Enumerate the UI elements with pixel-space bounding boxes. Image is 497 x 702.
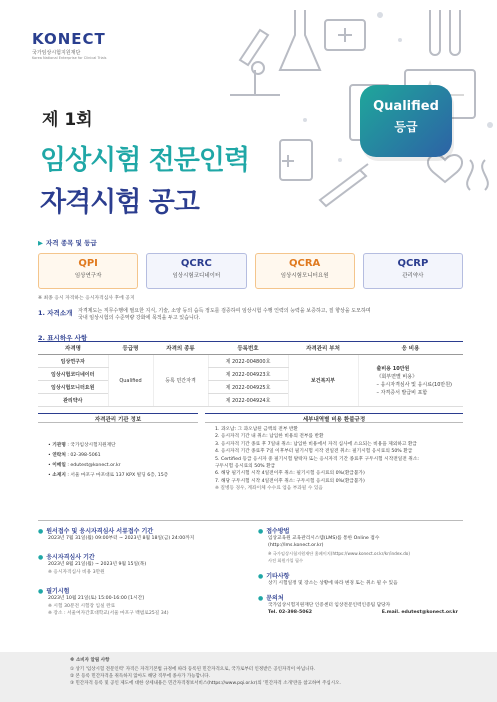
consumer-notice bbox=[0, 652, 497, 702]
microscope-icon bbox=[230, 30, 280, 95]
dot-icon: ● bbox=[38, 528, 44, 535]
org-mail[interactable]: edutest@konect.or.kr bbox=[70, 463, 121, 468]
intro-text-2: 국내 임상시험의 수준역량 강화에 목적을 두고 있습니다. bbox=[78, 315, 201, 321]
notice-body bbox=[70, 666, 490, 688]
dot-icon: ● bbox=[38, 554, 44, 562]
notice-line2: ② 본 등록 민간자격을 취득하지 않아도 해당 직무에 종사가 가능합니다. bbox=[70, 674, 211, 680]
flask-icon bbox=[280, 10, 320, 70]
contact-title bbox=[258, 593, 463, 602]
etc-label: 기타사항 bbox=[266, 572, 290, 580]
grade-code: QCRA bbox=[288, 258, 321, 269]
schedule-1-label: 원서접수 및 응시자격심사 서류접수 기간 bbox=[46, 528, 154, 535]
ministry-cell: 보건복지부 bbox=[288, 355, 358, 407]
fee-cell bbox=[358, 355, 463, 407]
schedule-1-title bbox=[38, 526, 248, 535]
col-header-ministry: 자격관리 부처 bbox=[288, 342, 358, 355]
table-row bbox=[38, 355, 463, 368]
refund-item: 7. 해당 구두시험 시작 4일전이후 취소: 구두시험 응시료의 0%(환급불가) bbox=[215, 478, 365, 484]
grade-card bbox=[255, 253, 355, 289]
dot-icon: ● bbox=[38, 588, 44, 596]
intro-heading: 1. 자격소개 bbox=[38, 309, 73, 317]
apply-method-label: 접수방법 bbox=[266, 528, 290, 535]
org-info-heading: 자격관리 기관 정보 bbox=[38, 413, 198, 423]
schedule-2-label: 응시자격심사 기간 bbox=[46, 554, 95, 562]
org-addr-label: 소재지 bbox=[52, 473, 66, 478]
grade-name: 임상연구자 bbox=[74, 273, 102, 279]
grade-card bbox=[363, 253, 463, 289]
test-tubes-icon bbox=[430, 10, 460, 55]
org-mail-row[interactable]: • 이메일 : edutest@konect.or.kr bbox=[48, 463, 121, 468]
grade-code: QPI bbox=[78, 258, 98, 269]
badge-line1: Qualified bbox=[373, 99, 439, 114]
edition-label: 제 1회 bbox=[42, 110, 93, 130]
col-header-name: 자격명 bbox=[38, 342, 108, 355]
schedule-right bbox=[258, 526, 463, 617]
schedule-2-text: 2023년 8월 21일(월) ~ 2023년 9월 15일(목) bbox=[48, 562, 147, 568]
grades-section-label: 자격 종목 및 등급 bbox=[46, 239, 97, 247]
contact-label: 문의처 bbox=[266, 595, 284, 603]
org-tel-label: 연락처 bbox=[52, 453, 66, 458]
schedule-3-note1: ※ 시험 30분전 시험장 입실 완료 bbox=[48, 603, 116, 609]
syringe-icon bbox=[320, 164, 368, 206]
apply-method-note1: ※ 국가임상시험지원재단 홈페이지(https://www.konect.or.kr/kr/index.do) bbox=[268, 550, 410, 556]
contact-row bbox=[258, 609, 463, 616]
refund-policy bbox=[205, 413, 463, 493]
grades-section-title bbox=[38, 238, 97, 247]
apply-method-link[interactable]: (http://lms.konect.or.kr) bbox=[268, 543, 324, 549]
col-header-grade: 등급명 bbox=[108, 342, 153, 355]
page-title-line2: 자격시험 공고 bbox=[40, 187, 199, 218]
schedule-2-note: ※ 응시자격심사 비용 3만원 bbox=[48, 569, 105, 575]
etc-title bbox=[258, 571, 463, 580]
kind-cell: 등록 민간자격 bbox=[153, 355, 208, 407]
notice-line3: ③ 민간자격 등록 및 공인 제도에 대한 상세내용은 민간자격정보서비스(https://www.pqi.or.kr)의 '민간자격 소개'란을 참고하여 주십시오. bbox=[70, 681, 341, 687]
intro-text-1: 자격제도는 직무수행에 필요한 지식, 기술, 소양 등의 습득 정도를 검증하여 임상시험 수행 인력의 능력을 보증하고, 질 향상을 도모하며 bbox=[78, 308, 371, 314]
fee-title: 출비용 10만원 bbox=[376, 365, 410, 372]
etc-text: 상기 시험일정 및 장소는 상황에 따라 변경 또는 취소 될 수 있음 bbox=[268, 580, 398, 586]
grades-note: ※ 최종 응시 자격하는 응시자격심사 후에 공지 bbox=[38, 296, 135, 301]
contact-tel: Tel. 02-398-5062 bbox=[268, 610, 313, 616]
schedule-3-text: 2023년 10월 21일(토) 15:00-16:00 [1시간] bbox=[48, 596, 144, 602]
refund-list bbox=[205, 423, 463, 493]
refund-item: 5. Certified 등급 응시자 중 필기시험 탈락자 또는 응시자격 기간 종료후 구두시험 시작전일전 취소: bbox=[215, 456, 419, 462]
schedule-3-label: 필기시험 bbox=[46, 588, 70, 596]
logo-wordmark: KONECT bbox=[32, 30, 106, 48]
arrow-icon: ▶ bbox=[38, 239, 43, 247]
dot-icon: ● bbox=[258, 528, 264, 535]
dot-icon: ● bbox=[258, 572, 264, 580]
divider bbox=[38, 520, 463, 521]
qualified-badge bbox=[360, 85, 452, 157]
refund-item: 3. 응시자격 기간 종료 후 7일내 취소: 납입한 비용에서 자격 심사에 소요되는 비용을 제외하고 환급 bbox=[215, 441, 417, 447]
logo-subtitle-en: Korea National Enterprise for Clinical Trials bbox=[32, 56, 107, 60]
org-name: 국가임상시험지원재단 bbox=[70, 443, 116, 448]
medical-illustration bbox=[200, 0, 497, 235]
org-name-label: 기관명 bbox=[52, 443, 66, 448]
refund-item: 구두시험 응시료의 50% 환급 bbox=[215, 464, 276, 470]
first-aid-icon bbox=[325, 20, 365, 50]
grade-name: 임상시험코디네이터 bbox=[172, 273, 221, 279]
refund-item: 2. 응시자격 기간 내 취소: 납입한 비용의 전부를 반환 bbox=[215, 434, 324, 440]
schedule-3-note2: ※ 장소 : 서울여자간호대학교(서울 마포구 백범로25길 34) bbox=[48, 611, 169, 617]
org-tel-row: • 연락처 : 02-398-5061 bbox=[48, 453, 101, 458]
org-name-row: • 기관명 : 국가임상시험지원재단 bbox=[48, 443, 116, 448]
dot-icon: ● bbox=[258, 595, 264, 603]
org-addr-row: • 소재지 : 서울 마포구 마포대로 137 KPX 빌딩 6층, 15층 bbox=[48, 473, 169, 478]
notice-title: ※ 소비자 알림 사항 bbox=[70, 658, 110, 663]
section2-heading: 2. 표시하우 사항 bbox=[38, 334, 88, 342]
org-tel: 02-398-5061 bbox=[70, 453, 101, 458]
qual-name: 임상연구자 bbox=[38, 355, 108, 368]
schedule-left bbox=[38, 526, 248, 617]
contact-mail[interactable]: E.mail. edutest@konect.or.kr bbox=[381, 610, 458, 616]
refund-heading: 세부내역별 비용 환불규정 bbox=[205, 413, 463, 423]
org-addr: 서울 마포구 마포대로 137 KPX 빌딩 6층, 15층 bbox=[70, 473, 169, 478]
col-header-regno: 등록번호 bbox=[208, 342, 288, 355]
grade-cell: Qualified bbox=[108, 355, 153, 407]
grade-card bbox=[146, 253, 246, 289]
schedule-2-title bbox=[38, 552, 248, 561]
qual-name: 관리약사 bbox=[38, 394, 108, 407]
fee-line2: – 응시자격심사 및 응시료(10만원) bbox=[376, 381, 452, 388]
col-header-kind: 자격의 종류 bbox=[153, 342, 208, 355]
regno-cell: 제 2022-004800호 bbox=[208, 355, 288, 368]
qual-name: 임상시험코디네이터 bbox=[38, 368, 108, 381]
qualification-table bbox=[38, 341, 463, 407]
refund-item: ※ 질병등 경우, 계좌이체 수수료 업음 부과될 수 있음 bbox=[215, 486, 323, 492]
fee-line1: 《회부면별 비용》 bbox=[376, 373, 418, 380]
qual-name: 임상시험모니터요원 bbox=[38, 381, 108, 394]
refund-item: 6. 해당 필기시험 시작 4일전이후 취소: 필기시험 응시료의 0%(환급불가) bbox=[215, 471, 365, 477]
regno-cell: 제 2022-004924호 bbox=[208, 394, 288, 407]
grade-name: 관리약사 bbox=[402, 273, 424, 279]
dna-icon bbox=[467, 160, 488, 190]
org-info bbox=[38, 413, 198, 481]
fee-line3: – 자격증서 발급비 포함 bbox=[376, 389, 428, 396]
col-header-fee: 응 비용 bbox=[358, 342, 463, 355]
heart-icon bbox=[428, 155, 462, 182]
apply-method-text1: 임상교육원 교육관리시스템(LMS)를 통한 Online 접수 bbox=[268, 536, 380, 541]
notice-line1: ① 상기 '임상시험 전문인력' 자격은 자격기본법 규정에 따라 등록된 민간자격으로, 국가로부터 인정받은 공인자격이 아닙니다. bbox=[70, 667, 316, 672]
refund-item: 1. 과오납: 그 과오납된 금액의 전부 반환 bbox=[215, 427, 298, 432]
pill-bottle-icon bbox=[280, 140, 312, 180]
org-mail-label: 이메일 bbox=[52, 463, 66, 468]
logo bbox=[32, 30, 142, 60]
grade-card bbox=[38, 253, 138, 289]
schedule-3-title bbox=[38, 586, 248, 595]
logo-subtitle: 국가임상시험지원재단 bbox=[32, 50, 81, 56]
grade-cards bbox=[38, 253, 463, 289]
apply-method-title bbox=[258, 526, 463, 535]
grade-name: 임상시험모니터요원 bbox=[280, 273, 329, 279]
refund-item: 4. 응시자격 기간 종료후 7일 이후부터 필기시험 시작 전일전 취소: 필기시험 응시료의 50% 환급 bbox=[215, 449, 413, 455]
grade-code: QCRC bbox=[180, 258, 212, 269]
grade-code: QCRP bbox=[397, 258, 429, 269]
schedule-1-text: 2023년 7월 31일(월) 09:00부터 ~ 2023년 8월 18일(금) 24:00까지 bbox=[48, 536, 195, 541]
apply-method-note2: 사전 회원가입 필수 bbox=[268, 558, 304, 564]
contact-text: 국가임상시험지원재단 인증센터 임상전문인력인증팀 담당자 bbox=[268, 603, 391, 609]
badge-line2: 등급 bbox=[394, 120, 418, 134]
regno-cell: 제 2022-004925호 bbox=[208, 381, 288, 394]
regno-cell: 제 2022-004923호 bbox=[208, 368, 288, 381]
page-title-line1: 임상시험 전문인력 bbox=[40, 145, 250, 176]
